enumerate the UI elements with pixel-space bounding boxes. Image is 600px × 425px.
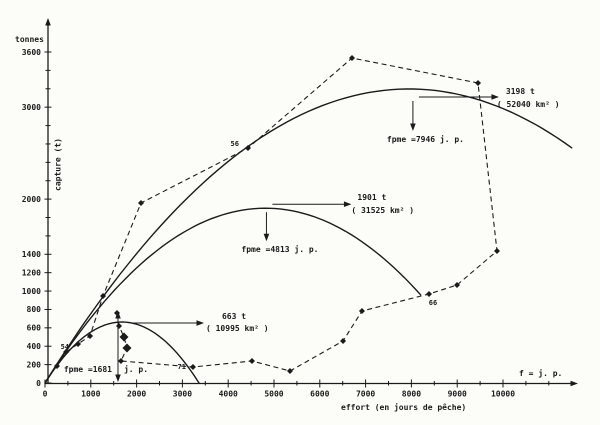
y-tick-label: 3600 <box>21 47 41 57</box>
y-tick-label: 600 <box>26 323 41 333</box>
arrowhead-icon <box>115 375 121 383</box>
peak-catch-label: 3198 t <box>505 86 535 96</box>
data-point <box>245 145 251 151</box>
arrowhead-icon <box>45 18 51 26</box>
data-point <box>475 80 481 86</box>
year-label: 66 <box>428 298 438 307</box>
arrowhead-icon <box>344 201 352 207</box>
year-label: 54 <box>60 343 70 352</box>
x-tick-label: 4000 <box>218 389 238 399</box>
axes <box>45 18 578 386</box>
data-point <box>120 333 129 342</box>
x-tick-label: 10000 <box>490 389 516 399</box>
data-point <box>494 248 500 254</box>
series-dashed-line <box>57 58 497 371</box>
y-tick-label: 1000 <box>21 286 41 296</box>
y-ticks <box>22 48 52 388</box>
peak-area-label: ( 31525 km² ) <box>351 206 415 216</box>
y-tick-label: 0 <box>36 378 41 388</box>
year-label: 71 <box>177 363 186 372</box>
arrowhead-icon <box>410 123 416 131</box>
data-point <box>340 338 346 344</box>
x-tick-label: 0 <box>42 389 48 399</box>
y-tick-label: 2000 <box>21 194 41 204</box>
x-axis-title: effort (en jours de pêche) <box>341 403 467 412</box>
data-point <box>426 291 432 297</box>
peak-area-label: ( 10995 km² ) <box>205 324 269 334</box>
fpme-label-unit: j. p. <box>123 365 149 374</box>
y-tick-label: 400 <box>26 342 41 352</box>
arrowhead-icon <box>196 320 204 326</box>
data-point <box>75 341 81 347</box>
arrowhead-icon <box>264 234 270 242</box>
data-point <box>118 358 124 364</box>
data-point <box>287 368 293 374</box>
arrowhead-icon <box>571 381 579 387</box>
data-point <box>190 364 196 370</box>
x-tick-label: 8000 <box>401 389 422 399</box>
peak-catch-label: 663 t <box>221 312 247 322</box>
x-tick-label: 3000 <box>172 389 193 399</box>
data-point <box>138 200 144 206</box>
catch-effort-series <box>54 55 500 374</box>
x-ticks <box>43 380 549 399</box>
y-tick-label: 1400 <box>21 250 41 260</box>
peak-catch-label: 1901 t <box>357 193 387 203</box>
fpme-label: fpme =4813 j. p. <box>241 245 319 255</box>
fpme-label: fpme =7946 j. p. <box>386 134 464 144</box>
x-axis-unit-label: f = j. p. <box>519 369 563 378</box>
arrowhead-icon <box>491 94 499 100</box>
y-axis-title: capture (t) <box>53 138 63 191</box>
y-tick-label: 1200 <box>21 268 41 278</box>
y-tick-label: 3000 <box>21 102 41 112</box>
production-curve-2 <box>45 193 421 383</box>
data-point <box>122 343 131 352</box>
year-label: 56 <box>230 139 239 148</box>
x-tick-label: 7000 <box>355 389 376 399</box>
data-point <box>359 308 365 314</box>
data-point <box>249 358 255 364</box>
x-tick-label: 9000 <box>447 389 467 399</box>
fpme-label: fpme =1681 <box>63 365 112 374</box>
y-axis-unit-label: tonnes <box>15 35 44 44</box>
x-tick-label: 5000 <box>264 389 284 399</box>
x-tick-label: 1000 <box>81 389 101 399</box>
production-curve-1 <box>45 311 269 383</box>
x-tick-label: 2000 <box>126 389 147 399</box>
y-tick-label: 200 <box>26 360 41 370</box>
x-tick-label: 6000 <box>310 389 330 399</box>
y-tick-label: 800 <box>26 305 41 315</box>
peak-area-label: ( 52040 km² ) <box>496 99 560 109</box>
data-point <box>116 323 122 329</box>
